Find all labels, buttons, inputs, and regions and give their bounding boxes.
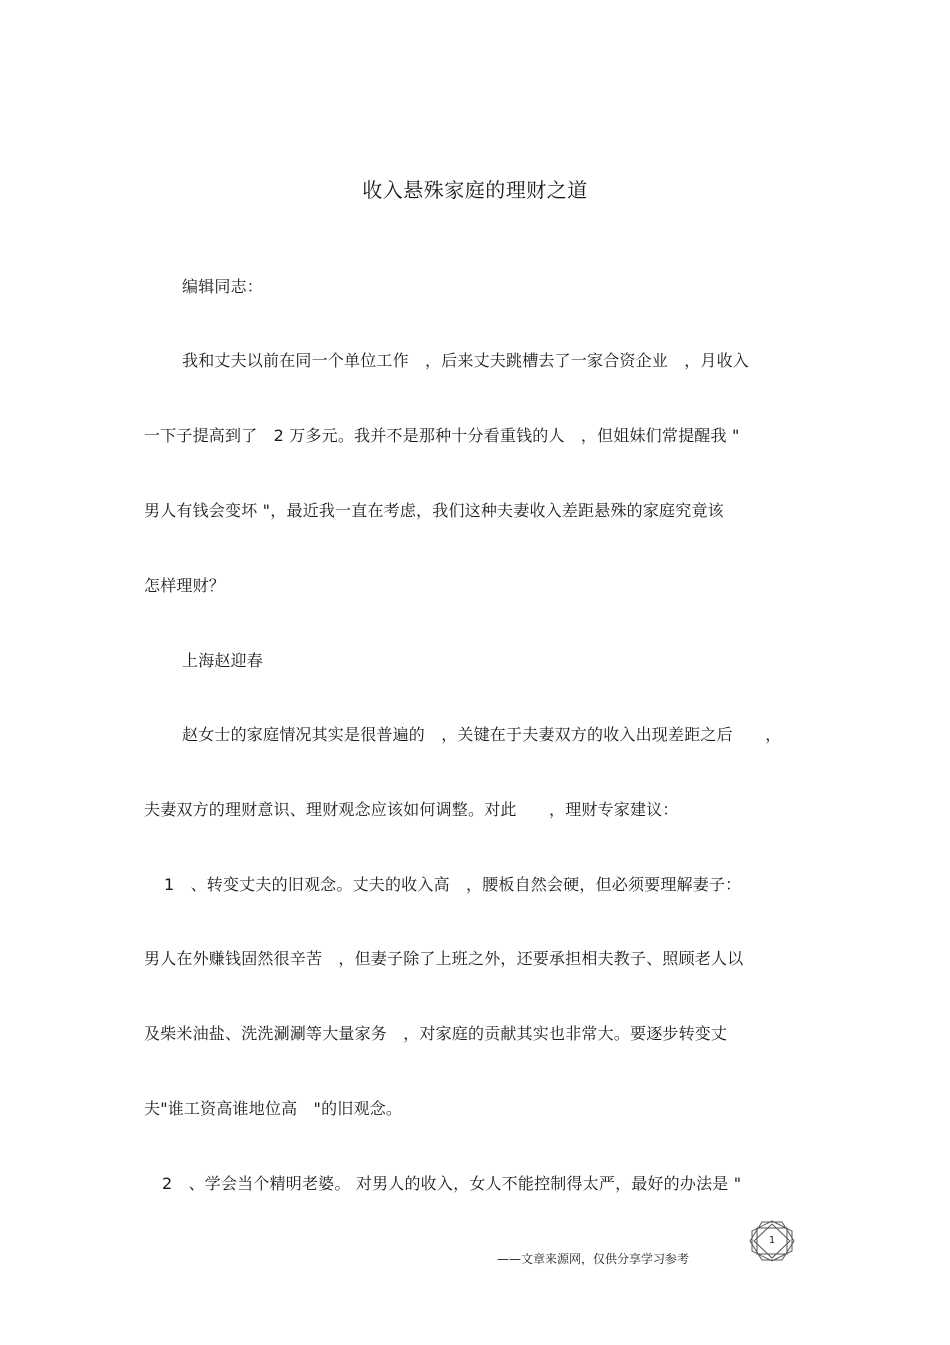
body-line: 夫妻双方的理财意识、理财观念应该如何调整。对此 ，理财专家建议： [144, 800, 679, 819]
body-line: 及柴米油盐、洗洗涮涮等大量家务 ，对家庭的贡献其实也非常大。要逐步转变丈 [144, 1024, 728, 1043]
salutation-line: 编辑同志： [182, 277, 264, 296]
body-line: 一下子提高到了 2 万多元。我并不是那种十分看重钱的人 ，但姐妹们常提醒我 " [144, 426, 740, 445]
footer-source-text: ——文章来源网，仅供分享学习参考 [497, 1252, 690, 1266]
list-item-line: 2 、学会当个精明老婆。 对男人的收入，女人不能控制得太严，最好的办法是 " [162, 1174, 742, 1193]
body-line: 我和丈夫以前在同一个单位工作 ，后来丈夫跳槽去了一家合资企业 ，月收入 [182, 351, 750, 370]
document-title: 收入悬殊家庭的理财之道 [362, 178, 588, 202]
body-line: 怎样理财？ [144, 576, 226, 595]
body-line: 男人有钱会变坏 "，最近我一直在考虑，我们这种夫妻收入差距悬殊的家庭究竟该 [144, 501, 724, 520]
body-line: 赵女士的家庭情况其实是很普遍的 ，关键在于夫妻双方的收入出现差距之后 ， [182, 725, 782, 744]
page-number: 1 [768, 1235, 776, 1246]
list-item-line: 1 、转变丈夫的旧观念。丈夫的收入高 ，腰板自然会硬，但必须要理解妻子： [164, 875, 742, 894]
body-line: 男人在外赚钱固然很辛苦 ，但妻子除了上班之外，还要承担相夫教子、照顾老人以 [144, 949, 744, 968]
body-line: 夫"谁工资高谁地位高 "的旧观念。 [144, 1099, 403, 1118]
signature-line: 上海赵迎春 [182, 651, 264, 670]
